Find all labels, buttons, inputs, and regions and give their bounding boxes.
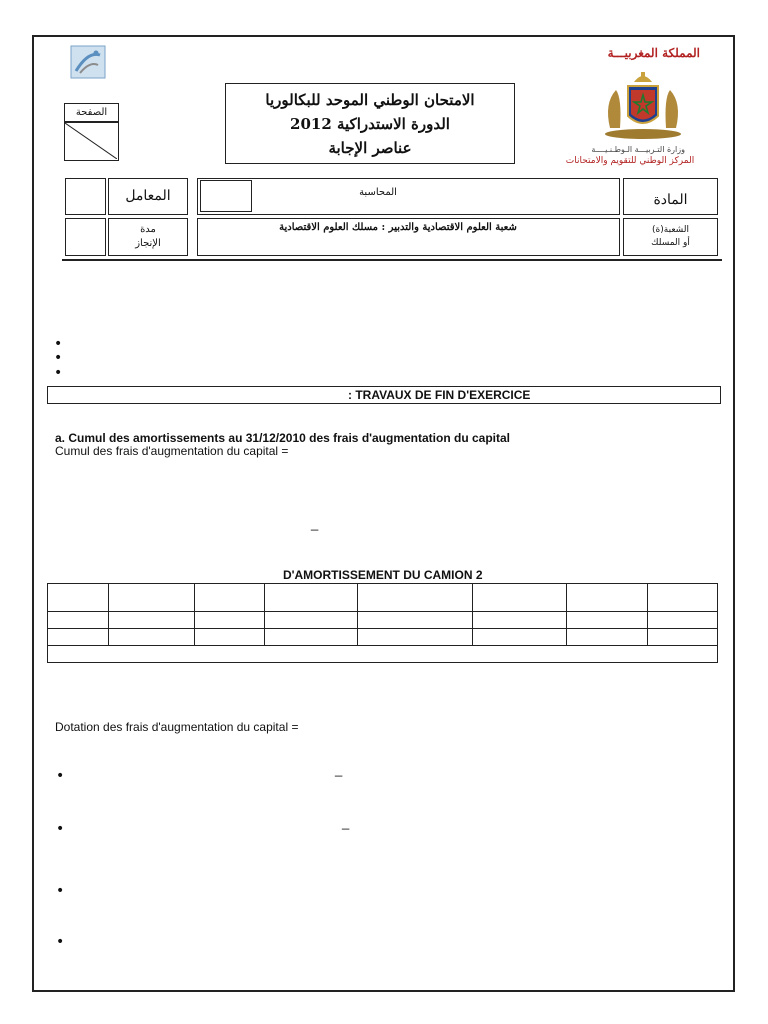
bullet-5: • (56, 821, 65, 837)
amortization-table-title: D'AMORTISSEMENT DU CAMION 2 (283, 568, 483, 582)
table-cell (473, 584, 567, 612)
bullet-7: • (56, 934, 65, 950)
exam-title-box (225, 83, 515, 164)
stream-label-line2: أو المسلك (651, 238, 690, 248)
exam-title-line3: عناصر الإجابة (328, 139, 412, 157)
duration-label-line1: مدة (140, 224, 156, 235)
amortization-table (47, 583, 718, 663)
kingdom-name: المملكة المغربيـــة (607, 46, 700, 60)
bullet-2: • (54, 350, 63, 366)
exam-title-line1: الامتحان الوطني الموحد للبكالوريا (265, 91, 475, 109)
table-cell (108, 612, 195, 629)
exam-title-line2: الدورة الاستدراكية 2012 (290, 115, 450, 133)
cnee-logo (70, 45, 106, 79)
subject-label-cell (623, 178, 718, 215)
table-cell (108, 584, 195, 612)
page-label: الصفحة (75, 107, 108, 118)
table-cell (473, 629, 567, 646)
table-total-row (48, 646, 718, 663)
table-cell (566, 629, 648, 646)
section-banner (47, 386, 721, 404)
center-name: المركز الوطني للتقويم والامتحانات (565, 156, 695, 166)
stream-label-line1: الشعبة(ة) (652, 225, 689, 235)
table-cell (566, 612, 648, 629)
stream-label-cell (623, 218, 718, 256)
table-cell (473, 612, 567, 629)
duration-value-cell (65, 218, 106, 256)
table-cell (265, 584, 358, 612)
table-cell (357, 629, 472, 646)
part-a-line: Cumul des frais d'augmentation du capital = (55, 444, 289, 458)
bullet-1: • (54, 336, 63, 352)
ministry-name: وزارة التـربيـــة الـوطـنـيــــة (591, 145, 685, 154)
table-cell (195, 629, 265, 646)
table-cell (357, 612, 472, 629)
table-cell (265, 629, 358, 646)
coef-label-cell (108, 178, 188, 215)
stream-value-cell (197, 218, 620, 256)
subject-value: المحاسبة (359, 187, 397, 198)
dash-mark-2: _ (335, 762, 343, 777)
table-cell (648, 612, 718, 629)
table-cell (48, 612, 109, 629)
table-cell (357, 584, 472, 612)
bullet-4: • (56, 768, 65, 784)
page-number-box (64, 122, 119, 161)
table-cell (195, 612, 265, 629)
bullet-3: • (54, 365, 63, 381)
dash-mark-1: _ (311, 516, 319, 531)
table-cell (648, 629, 718, 646)
coat-of-arms-icon (598, 68, 688, 140)
coef-value-cell (65, 178, 106, 215)
table-cell (48, 629, 109, 646)
table-cell (566, 584, 648, 612)
subject-inner-box (200, 180, 252, 212)
subject-label: المادة (653, 192, 688, 208)
header-underline (62, 259, 722, 261)
duration-label-cell (108, 218, 188, 256)
page-number-label-box (64, 103, 119, 122)
table-cell (48, 584, 109, 612)
section-banner-text: : TRAVAUX DE FIN D'EXERCICE (348, 388, 531, 402)
dotation-line: Dotation des frais d'augmentation du capital = (55, 720, 299, 734)
table-cell (648, 584, 718, 612)
bullet-6: • (56, 883, 65, 899)
coef-label: المعامل (125, 188, 171, 204)
subject-value-cell (197, 178, 620, 215)
dash-mark-3: _ (342, 815, 350, 830)
table-cell (195, 584, 265, 612)
stream-value: شعبة العلوم الاقتصادية والتدبير : مسلك العلوم الاقتصادية (279, 222, 517, 233)
part-a-heading: a. Cumul des amortissements au 31/12/2010 des frais d'augmentation du capital (55, 431, 511, 445)
duration-label-line2: الإنجاز (135, 238, 161, 249)
table-cell (265, 612, 358, 629)
table-cell (108, 629, 195, 646)
